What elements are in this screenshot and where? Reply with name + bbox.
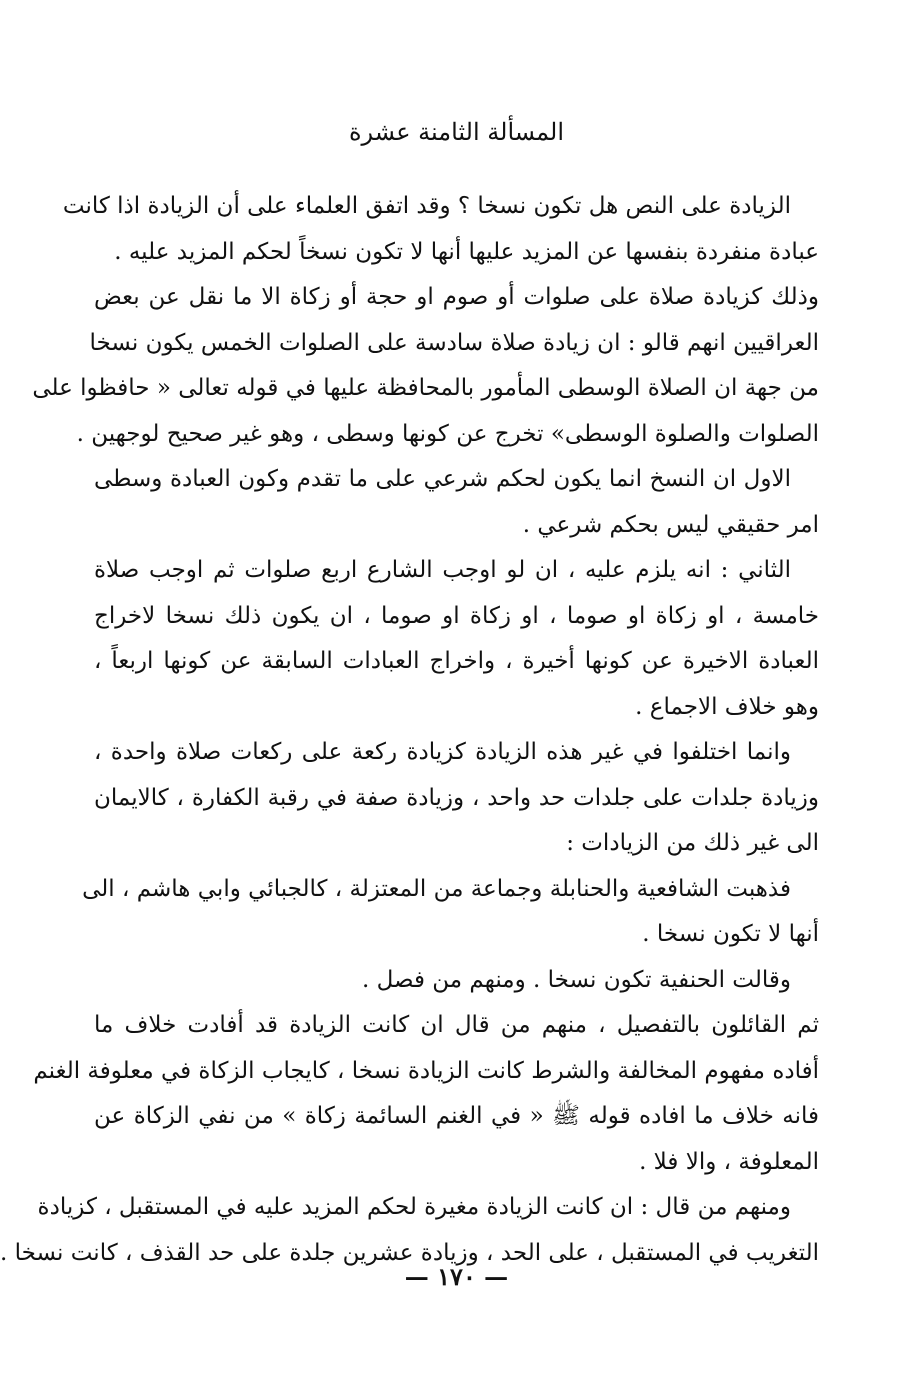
text-line: الزيادة على النص هل تكون نسخا ؟ وقد اتفق العلماء على أن الزيادة اذا كانت <box>62 193 791 219</box>
text-line: وقالت الحنفية تكون نسخا . ومنهم من فصل . <box>361 966 791 993</box>
page-title: المسألة الثامنة عشرة <box>348 118 565 146</box>
text-line: من جهة ان الصلاة الوسطى المأمور بالمحافظة عليها في قوله تعالى « حافظوا على <box>32 375 819 401</box>
text-line: ومنهم من قال : ان كانت الزيادة مغيرة لحكم المزيد عليه في المستقبل ، كزيادة <box>37 1194 791 1220</box>
text-line: أنها لا تكون نسخا . <box>642 921 819 947</box>
text-line: وهو خلاف الاجماع . <box>635 693 819 720</box>
text-line: فانه خلاف ما افاده قوله ﷺ « في الغنم السائمة زكاة » من نفي الزكاة عن <box>94 1103 819 1129</box>
book-page <box>2 0 911 1382</box>
text-line: أفاده مفهوم المخالفة والشرط كانت الزيادة نسخا ، كايجاب الزكاة في معلوفة الغنم <box>33 1057 819 1084</box>
text-line: العراقيين انهم قالو : ان زيادة صلاة سادسة على الصلوات الخمس يكون نسخا <box>89 329 819 356</box>
text-line: وانما اختلفوا في غير هذه الزيادة كزيادة ركعة على ركعات صلاة واحدة ، <box>94 739 791 765</box>
text-line: وذلك كزيادة صلاة على صلوات أو صوم او حجة أو زكاة الا ما نقل عن بعض <box>94 284 819 310</box>
page-number: — ١٧٠ — <box>404 1262 509 1291</box>
text-line: الصلوات والصلوة الوسطى» تخرج عن كونها وسطى ، وهو غير صحيح لوجهين . <box>76 420 819 447</box>
text-line: التغريب في المستقبل ، على الحد ، وزيادة عشرين جلدة على حد القذف ، كانت نسخا . <box>0 1239 819 1266</box>
text-line: وزيادة جلدات على جلدات حد واحد ، وزيادة صفة في رقبة الكفارة ، كالايمان <box>94 784 819 811</box>
text-line: امر حقيقي ليس بحكم شرعي . <box>522 511 819 538</box>
text-line: الثاني : انه يلزم عليه ، ان لو اوجب الشارع اربع صلوات ثم اوجب صلاة <box>94 557 791 583</box>
text-line: الاول ان النسخ انما يكون لحكم شرعي على ما تقدم وكون العبادة وسطى <box>94 466 791 492</box>
text-line: فذهبت الشافعية والحنابلة وجماعة من المعتزلة ، كالجبائي وابي هاشم ، الى <box>82 875 791 902</box>
text-line: عبادة منفردة بنفسها عن المزيد عليها أنها لا تكون نسخاً لحكم المزيد عليه . <box>114 238 819 265</box>
text-line: المعلوفة ، والا فلا . <box>639 1148 819 1175</box>
body-text <box>0 184 819 1276</box>
text-line: خامسة ، او زكاة او صوما ، او زكاة او صوما ، ان يكون ذلك نسخا لاخراج <box>94 602 819 629</box>
text-line: الى غير ذلك من الزيادات : <box>566 830 819 856</box>
text-line: العبادة الاخيرة عن كونها أخيرة ، واخراج العبادات السابقة عن كونها اربعاً ، <box>94 648 819 674</box>
text-line: ثم القائلون بالتفصيل ، منهم من قال ان كانت الزيادة قد أفادت خلاف ما <box>94 1012 819 1038</box>
